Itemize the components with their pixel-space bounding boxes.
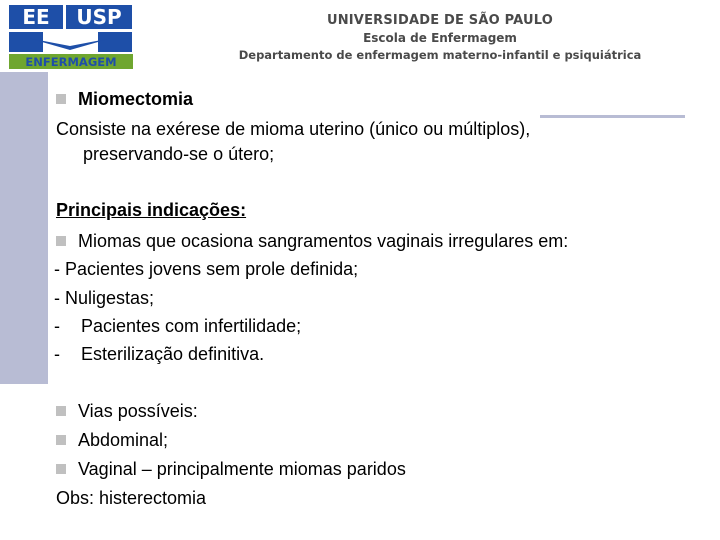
indications-heading: Principais indicações: (56, 200, 247, 220)
title-divider-line (540, 115, 685, 118)
route-item (56, 399, 198, 423)
institution-header (228, 12, 652, 64)
indication-item: - Nuligestas; (54, 288, 155, 308)
square-bullet-icon (56, 464, 66, 474)
logo-ee-text: EE (22, 5, 50, 29)
dash-marker: - (54, 316, 60, 336)
square-bullet-icon (56, 406, 66, 416)
route-item (56, 428, 168, 452)
indication-item (54, 314, 301, 338)
definition-line-2: preservando-se o útero; (83, 144, 275, 164)
route-item (56, 457, 406, 481)
definition-line-1: Consiste na exérese de mioma uterino (único ou múltiplos), (56, 119, 531, 139)
title-line (56, 87, 193, 111)
indication-item (54, 342, 264, 366)
left-accent-bar (0, 72, 48, 384)
route-text: Vaginal – principalmente miomas paridos (78, 459, 406, 479)
indication-item: - Pacientes jovens sem prole definida; (54, 259, 359, 279)
route-text: Vias possíveis: (78, 401, 198, 421)
logo-enfermagem-text: ENFERMAGEM (25, 55, 117, 69)
route-text: Abdominal; (78, 430, 169, 450)
department-name: Departamento de enfermagem materno-infantil e psiquiátrica (238, 48, 642, 62)
square-bullet-icon (56, 435, 66, 445)
dash-marker: - (54, 344, 60, 364)
indication-text: Pacientes com infertilidade; (81, 316, 302, 336)
square-bullet-icon (56, 236, 66, 246)
indication-text: Esterilização definitiva. (81, 344, 265, 364)
square-bullet-icon (56, 94, 66, 104)
school-name: Escola de Enfermagem (363, 31, 517, 45)
indications-intro: Miomas que ocasiona sangramentos vaginais irregulares em: (78, 231, 569, 251)
ee-usp-logo (8, 4, 134, 70)
university-name: UNIVERSIDADE DE SÃO PAULO (326, 13, 554, 28)
logo-usp-text: USP (76, 5, 122, 29)
note-line: Obs: histerectomia (56, 488, 207, 508)
slide-title: Miomectomia (78, 89, 194, 109)
indications-intro-line (56, 229, 568, 253)
